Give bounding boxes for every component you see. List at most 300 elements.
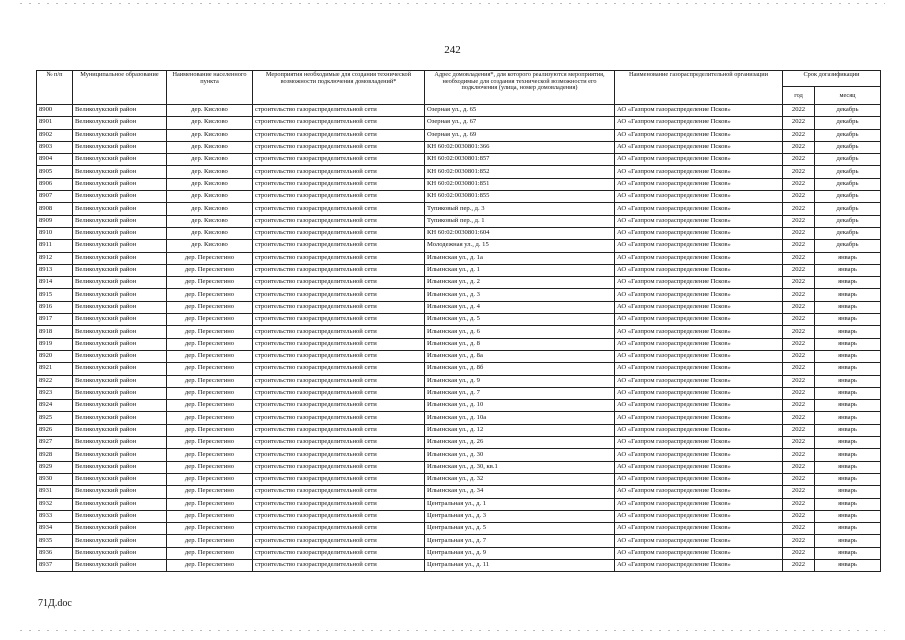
cell-settlement: дер. Кислово [167, 215, 253, 227]
cell-measures: строительство газораспределительной сети [253, 129, 425, 141]
cell-municipality: Великолукский район [73, 326, 167, 338]
cell-organization: АО «Газпром газораспределение Псков» [615, 301, 783, 313]
cell-address: Озерная ул., д. 65 [425, 105, 615, 117]
cell-organization: АО «Газпром газораспределение Псков» [615, 141, 783, 153]
cell-municipality: Великолукский район [73, 154, 167, 166]
cell-month: январь [815, 350, 881, 362]
cell-organization: АО «Газпром газораспределение Псков» [615, 461, 783, 473]
cell-num: 8928 [37, 449, 73, 461]
cell-address: Ильинская ул., д. 1 [425, 264, 615, 276]
cell-num: 8904 [37, 154, 73, 166]
cell-year: 2022 [783, 314, 815, 326]
cell-settlement: дер. Переслегино [167, 412, 253, 424]
cell-municipality: Великолукский район [73, 387, 167, 399]
cell-year: 2022 [783, 117, 815, 129]
cell-organization: АО «Газпром газораспределение Псков» [615, 215, 783, 227]
cell-measures: строительство газораспределительной сети [253, 154, 425, 166]
cell-month: январь [815, 461, 881, 473]
cell-num: 8927 [37, 437, 73, 449]
cell-address: КН 60:02:0030801:366 [425, 141, 615, 153]
cell-municipality: Великолукский район [73, 166, 167, 178]
cell-year: 2022 [783, 240, 815, 252]
table-row [37, 449, 881, 461]
table-row [37, 375, 881, 387]
cell-month: январь [815, 301, 881, 313]
cell-num: 8937 [37, 559, 73, 571]
table-row [37, 178, 881, 190]
cell-organization: АО «Газпром газораспределение Псков» [615, 289, 783, 301]
header-address: Адрес домовладения*, для которого реализуются мероприятия, необходимые для создания технической возможности его подключения (улица, номер домовладения) [425, 71, 615, 105]
header-municipality: Муниципальное образование [73, 71, 167, 105]
cell-organization: АО «Газпром газораспределение Псков» [615, 523, 783, 535]
table-row [37, 289, 881, 301]
cell-address: Ильинская ул., д. 12 [425, 424, 615, 436]
cell-address: Тупиковый пер., д. 3 [425, 203, 615, 215]
cell-address: Ильинская ул., д. 34 [425, 486, 615, 498]
cell-month: декабрь [815, 240, 881, 252]
cell-organization: АО «Газпром газораспределение Псков» [615, 424, 783, 436]
cell-month: декабрь [815, 154, 881, 166]
cell-settlement: дер. Переслегино [167, 338, 253, 350]
cell-municipality: Великолукский район [73, 350, 167, 362]
cell-address: Центральная ул., д. 9 [425, 547, 615, 559]
cell-measures: строительство газораспределительной сети [253, 252, 425, 264]
cell-organization: АО «Газпром газораспределение Псков» [615, 326, 783, 338]
footer-filename: 71Д.doc [38, 598, 72, 609]
cell-municipality: Великолукский район [73, 473, 167, 485]
cell-settlement: дер. Переслегино [167, 375, 253, 387]
cell-municipality: Великолукский район [73, 215, 167, 227]
cell-num: 8921 [37, 363, 73, 375]
cell-year: 2022 [783, 412, 815, 424]
cell-year: 2022 [783, 375, 815, 387]
cell-num: 8916 [37, 301, 73, 313]
table-row [37, 166, 881, 178]
cell-year: 2022 [783, 264, 815, 276]
cell-num: 8909 [37, 215, 73, 227]
cell-year: 2022 [783, 547, 815, 559]
cell-measures: строительство газораспределительной сети [253, 240, 425, 252]
cell-num: 8900 [37, 105, 73, 117]
cell-measures: строительство газораспределительной сети [253, 387, 425, 399]
cell-settlement: дер. Переслегино [167, 437, 253, 449]
table-row [37, 523, 881, 535]
cell-settlement: дер. Кислово [167, 129, 253, 141]
cell-settlement: дер. Переслегино [167, 387, 253, 399]
cell-year: 2022 [783, 178, 815, 190]
page-number: 242 [444, 44, 461, 56]
cell-settlement: дер. Кислово [167, 154, 253, 166]
cell-year: 2022 [783, 486, 815, 498]
cell-month: январь [815, 387, 881, 399]
cell-year: 2022 [783, 473, 815, 485]
cell-num: 8935 [37, 535, 73, 547]
cell-year: 2022 [783, 559, 815, 571]
table-row [37, 154, 881, 166]
scan-edge-bottom [20, 630, 885, 631]
table-row [37, 338, 881, 350]
cell-num: 8902 [37, 129, 73, 141]
cell-measures: строительство газораспределительной сети [253, 301, 425, 313]
cell-measures: строительство газораспределительной сети [253, 227, 425, 239]
cell-measures: строительство газораспределительной сети [253, 264, 425, 276]
cell-month: январь [815, 486, 881, 498]
cell-measures: строительство газораспределительной сети [253, 559, 425, 571]
cell-organization: АО «Газпром газораспределение Псков» [615, 510, 783, 522]
cell-municipality: Великолукский район [73, 523, 167, 535]
cell-municipality: Великолукский район [73, 400, 167, 412]
cell-address: Ильинская ул., д. 9 [425, 375, 615, 387]
cell-address: КН 60:02:0030801:857 [425, 154, 615, 166]
cell-organization: АО «Газпром газораспределение Псков» [615, 387, 783, 399]
cell-measures: строительство газораспределительной сети [253, 412, 425, 424]
cell-address: Ильинская ул., д. 4 [425, 301, 615, 313]
cell-year: 2022 [783, 301, 815, 313]
cell-month: январь [815, 375, 881, 387]
cell-measures: строительство газораспределительной сети [253, 523, 425, 535]
cell-year: 2022 [783, 227, 815, 239]
cell-measures: строительство газораспределительной сети [253, 105, 425, 117]
cell-year: 2022 [783, 510, 815, 522]
cell-settlement: дер. Переслегино [167, 486, 253, 498]
table-row [37, 498, 881, 510]
cell-month: декабрь [815, 141, 881, 153]
cell-month: январь [815, 510, 881, 522]
cell-num: 8932 [37, 498, 73, 510]
cell-municipality: Великолукский район [73, 301, 167, 313]
cell-municipality: Великолукский район [73, 486, 167, 498]
cell-address: Ильинская ул., д. 10 [425, 400, 615, 412]
cell-municipality: Великолукский район [73, 412, 167, 424]
table-row [37, 105, 881, 117]
cell-settlement: дер. Переслегино [167, 449, 253, 461]
cell-organization: АО «Газпром газораспределение Псков» [615, 166, 783, 178]
cell-measures: строительство газораспределительной сети [253, 461, 425, 473]
table-row [37, 314, 881, 326]
header-row [37, 71, 881, 87]
cell-organization: АО «Газпром газораспределение Псков» [615, 117, 783, 129]
cell-municipality: Великолукский район [73, 363, 167, 375]
header-num: № п/п [37, 71, 73, 105]
cell-month: январь [815, 314, 881, 326]
cell-settlement: дер. Кислово [167, 166, 253, 178]
cell-municipality: Великолукский район [73, 314, 167, 326]
cell-measures: строительство газораспределительной сети [253, 350, 425, 362]
cell-year: 2022 [783, 523, 815, 535]
cell-address: Ильинская ул., д. 26 [425, 437, 615, 449]
cell-year: 2022 [783, 338, 815, 350]
cell-month: январь [815, 437, 881, 449]
cell-address: Центральная ул., д. 3 [425, 510, 615, 522]
cell-month: январь [815, 523, 881, 535]
cell-settlement: дер. Переслегино [167, 289, 253, 301]
table-row [37, 301, 881, 313]
cell-month: декабрь [815, 117, 881, 129]
cell-address: Ильинская ул., д. 10а [425, 412, 615, 424]
table-row [37, 559, 881, 571]
cell-year: 2022 [783, 387, 815, 399]
cell-month: январь [815, 473, 881, 485]
cell-organization: АО «Газпром газораспределение Псков» [615, 154, 783, 166]
cell-address: Центральная ул., д. 1 [425, 498, 615, 510]
header-year: год [783, 87, 815, 105]
cell-month: январь [815, 400, 881, 412]
table-row [37, 547, 881, 559]
cell-year: 2022 [783, 154, 815, 166]
cell-year: 2022 [783, 424, 815, 436]
table-row [37, 535, 881, 547]
cell-month: январь [815, 264, 881, 276]
cell-num: 8926 [37, 424, 73, 436]
cell-month: декабрь [815, 215, 881, 227]
cell-settlement: дер. Переслегино [167, 363, 253, 375]
cell-address: Ильинская ул., д. 8 [425, 338, 615, 350]
cell-organization: АО «Газпром газораспределение Псков» [615, 277, 783, 289]
cell-address: Ильинская ул., д. 30, кв.1 [425, 461, 615, 473]
cell-num: 8929 [37, 461, 73, 473]
cell-address: Ильинская ул., д. 6 [425, 326, 615, 338]
cell-organization: АО «Газпром газораспределение Псков» [615, 203, 783, 215]
cell-organization: АО «Газпром газораспределение Псков» [615, 252, 783, 264]
cell-settlement: дер. Кислово [167, 141, 253, 153]
cell-month: январь [815, 252, 881, 264]
cell-address: Ильинская ул., д. 7 [425, 387, 615, 399]
cell-organization: АО «Газпром газораспределение Псков» [615, 535, 783, 547]
cell-month: январь [815, 412, 881, 424]
table-row [37, 264, 881, 276]
cell-organization: АО «Газпром газораспределение Псков» [615, 227, 783, 239]
cell-num: 8931 [37, 486, 73, 498]
cell-municipality: Великолукский район [73, 424, 167, 436]
cell-year: 2022 [783, 326, 815, 338]
cell-municipality: Великолукский район [73, 264, 167, 276]
cell-municipality: Великолукский район [73, 227, 167, 239]
cell-organization: АО «Газпром газораспределение Псков» [615, 559, 783, 571]
cell-municipality: Великолукский район [73, 277, 167, 289]
cell-measures: строительство газораспределительной сети [253, 338, 425, 350]
cell-organization: АО «Газпром газораспределение Псков» [615, 449, 783, 461]
cell-month: январь [815, 559, 881, 571]
cell-municipality: Великолукский район [73, 461, 167, 473]
cell-num: 8913 [37, 264, 73, 276]
cell-settlement: дер. Переслегино [167, 424, 253, 436]
cell-measures: строительство газораспределительной сети [253, 498, 425, 510]
cell-organization: АО «Газпром газораспределение Псков» [615, 264, 783, 276]
cell-measures: строительство газораспределительной сети [253, 486, 425, 498]
cell-settlement: дер. Переслегино [167, 264, 253, 276]
cell-organization: АО «Газпром газораспределение Псков» [615, 350, 783, 362]
cell-settlement: дер. Переслегино [167, 498, 253, 510]
cell-settlement: дер. Переслегино [167, 350, 253, 362]
cell-settlement: дер. Переслегино [167, 461, 253, 473]
cell-month: декабрь [815, 129, 881, 141]
cell-month: декабрь [815, 227, 881, 239]
cell-address: Ильинская ул., д. 2 [425, 277, 615, 289]
header-measures: Мероприятия необходимые для создания технической возможности подключения домовладений* [253, 71, 425, 105]
cell-measures: строительство газораспределительной сети [253, 277, 425, 289]
cell-num: 8924 [37, 400, 73, 412]
cell-municipality: Великолукский район [73, 252, 167, 264]
table-row [37, 486, 881, 498]
cell-num: 8907 [37, 191, 73, 203]
cell-settlement: дер. Кислово [167, 227, 253, 239]
table-row [37, 141, 881, 153]
cell-month: декабрь [815, 191, 881, 203]
table-row [37, 400, 881, 412]
cell-settlement: дер. Переслегино [167, 277, 253, 289]
cell-num: 8918 [37, 326, 73, 338]
cell-municipality: Великолукский район [73, 449, 167, 461]
table-row [37, 252, 881, 264]
cell-year: 2022 [783, 449, 815, 461]
cell-municipality: Великолукский район [73, 105, 167, 117]
cell-settlement: дер. Переслегино [167, 314, 253, 326]
cell-measures: строительство газораспределительной сети [253, 166, 425, 178]
cell-num: 8922 [37, 375, 73, 387]
header-month: месяц [815, 87, 881, 105]
cell-address: Центральная ул., д. 11 [425, 559, 615, 571]
cell-measures: строительство газораспределительной сети [253, 289, 425, 301]
cell-month: январь [815, 449, 881, 461]
cell-num: 8910 [37, 227, 73, 239]
cell-year: 2022 [783, 166, 815, 178]
cell-municipality: Великолукский район [73, 178, 167, 190]
cell-organization: АО «Газпром газораспределение Псков» [615, 400, 783, 412]
cell-year: 2022 [783, 437, 815, 449]
cell-measures: строительство газораспределительной сети [253, 215, 425, 227]
cell-measures: строительство газораспределительной сети [253, 424, 425, 436]
scan-edge-top [20, 3, 885, 4]
cell-municipality: Великолукский район [73, 240, 167, 252]
cell-settlement: дер. Кислово [167, 191, 253, 203]
cell-organization: АО «Газпром газораспределение Псков» [615, 498, 783, 510]
cell-month: январь [815, 547, 881, 559]
cell-organization: АО «Газпром газораспределение Псков» [615, 363, 783, 375]
cell-settlement: дер. Кислово [167, 117, 253, 129]
cell-month: январь [815, 338, 881, 350]
cell-address: Ильинская ул., д. 3 [425, 289, 615, 301]
cell-num: 8919 [37, 338, 73, 350]
cell-year: 2022 [783, 252, 815, 264]
cell-address: Ильинская ул., д. 8а [425, 350, 615, 362]
table-row [37, 277, 881, 289]
cell-municipality: Великолукский район [73, 203, 167, 215]
cell-num: 8901 [37, 117, 73, 129]
cell-organization: АО «Газпром газораспределение Псков» [615, 191, 783, 203]
cell-organization: АО «Газпром газораспределение Псков» [615, 129, 783, 141]
cell-num: 8914 [37, 277, 73, 289]
cell-settlement: дер. Переслегино [167, 301, 253, 313]
gasification-table [36, 70, 881, 572]
cell-settlement: дер. Переслегино [167, 547, 253, 559]
table-body [37, 105, 881, 572]
cell-settlement: дер. Кислово [167, 203, 253, 215]
cell-month: январь [815, 277, 881, 289]
cell-year: 2022 [783, 129, 815, 141]
cell-municipality: Великолукский район [73, 191, 167, 203]
cell-month: декабрь [815, 105, 881, 117]
cell-num: 8936 [37, 547, 73, 559]
cell-settlement: дер. Переслегино [167, 400, 253, 412]
cell-month: декабрь [815, 203, 881, 215]
cell-organization: АО «Газпром газораспределение Псков» [615, 240, 783, 252]
cell-measures: строительство газораспределительной сети [253, 400, 425, 412]
cell-address: Ильинская ул., д. 30 [425, 449, 615, 461]
cell-municipality: Великолукский район [73, 559, 167, 571]
cell-address: Тупиковый пер., д. 1 [425, 215, 615, 227]
cell-address: Ильинская ул., д. 5 [425, 314, 615, 326]
cell-year: 2022 [783, 191, 815, 203]
cell-num: 8923 [37, 387, 73, 399]
table-row [37, 191, 881, 203]
cell-municipality: Великолукский район [73, 437, 167, 449]
cell-settlement: дер. Переслегино [167, 326, 253, 338]
cell-year: 2022 [783, 105, 815, 117]
cell-num: 8920 [37, 350, 73, 362]
cell-organization: АО «Газпром газораспределение Псков» [615, 375, 783, 387]
cell-month: декабрь [815, 178, 881, 190]
cell-num: 8930 [37, 473, 73, 485]
header-term: Срок догазификации [783, 71, 881, 87]
cell-organization: АО «Газпром газораспределение Псков» [615, 473, 783, 485]
cell-municipality: Великолукский район [73, 498, 167, 510]
table-row [37, 240, 881, 252]
cell-municipality: Великолукский район [73, 375, 167, 387]
cell-address: Озерная ул., д. 67 [425, 117, 615, 129]
cell-settlement: дер. Переслегино [167, 535, 253, 547]
cell-settlement: дер. Переслегино [167, 252, 253, 264]
cell-month: январь [815, 363, 881, 375]
cell-municipality: Великолукский район [73, 129, 167, 141]
cell-address: Ильинская ул., д. 8б [425, 363, 615, 375]
cell-year: 2022 [783, 461, 815, 473]
cell-year: 2022 [783, 141, 815, 153]
table-row [37, 473, 881, 485]
table-row [37, 326, 881, 338]
cell-municipality: Великолукский район [73, 510, 167, 522]
cell-num: 8925 [37, 412, 73, 424]
cell-address: КН 60:02:0030801:604 [425, 227, 615, 239]
cell-measures: строительство газораспределительной сети [253, 375, 425, 387]
cell-measures: строительство газораспределительной сети [253, 473, 425, 485]
table-row [37, 461, 881, 473]
cell-settlement: дер. Кислово [167, 178, 253, 190]
table-row [37, 215, 881, 227]
cell-measures: строительство газораспределительной сети [253, 117, 425, 129]
table-row [37, 117, 881, 129]
cell-measures: строительство газораспределительной сети [253, 191, 425, 203]
table-row [37, 387, 881, 399]
cell-year: 2022 [783, 215, 815, 227]
cell-num: 8933 [37, 510, 73, 522]
cell-address: Центральная ул., д. 5 [425, 523, 615, 535]
cell-year: 2022 [783, 289, 815, 301]
cell-address: Центральная ул., д. 7 [425, 535, 615, 547]
cell-year: 2022 [783, 363, 815, 375]
cell-num: 8906 [37, 178, 73, 190]
cell-municipality: Великолукский район [73, 547, 167, 559]
cell-year: 2022 [783, 350, 815, 362]
cell-address: КН 60:02:0030801:852 [425, 166, 615, 178]
cell-measures: строительство газораспределительной сети [253, 437, 425, 449]
table-row [37, 510, 881, 522]
cell-month: декабрь [815, 166, 881, 178]
cell-measures: строительство газораспределительной сети [253, 510, 425, 522]
cell-municipality: Великолукский район [73, 117, 167, 129]
cell-municipality: Великолукский район [73, 535, 167, 547]
cell-measures: строительство газораспределительной сети [253, 178, 425, 190]
cell-settlement: дер. Кислово [167, 105, 253, 117]
